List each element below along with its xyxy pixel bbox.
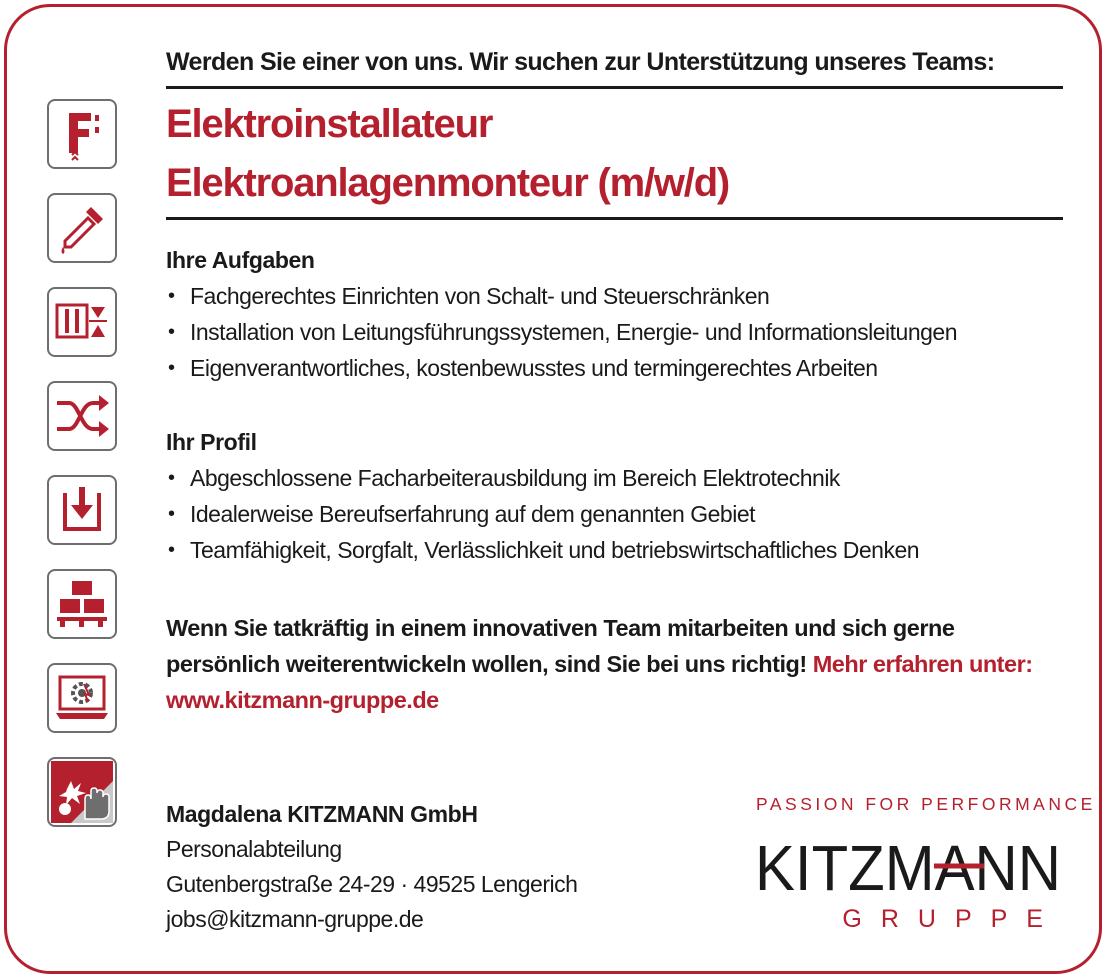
pallet-boxes-icon xyxy=(47,569,117,639)
email-link[interactable]: jobs@kitzmann-gruppe.de xyxy=(166,906,424,932)
list-item: • Idealerweise Bereufserfahrung auf dem genannten Gebiet xyxy=(166,496,1063,532)
logo-tagline: PASSION FOR PERFORMANCE xyxy=(756,794,1096,814)
list-item: • Abgeschlossene Facharbeiterausbildung im Bereich Elektrotechnik xyxy=(166,460,1063,496)
address: Gutenbergstraße 24-29 · 49525 Lengerich xyxy=(166,871,578,897)
bottom-divider xyxy=(166,217,1063,220)
profile-heading: Ihr Profil xyxy=(166,429,257,455)
contact-block xyxy=(166,796,577,937)
list-item: • Fachgerechtes Einrichten von Schalt- und Steuerschränken xyxy=(166,278,1063,314)
logo-group-text: GRUPPE xyxy=(842,905,1062,933)
tasks-list xyxy=(166,278,1063,386)
separation-wall-icon xyxy=(47,287,117,357)
profile-list xyxy=(166,460,1063,568)
list-item: • Eigenverantwortliches, kostenbewusstes und termingerechtes Arbeiten xyxy=(166,350,1063,386)
list-item: • Installation von Leitungsführungssystemen, Energie- und Informationsleitungen xyxy=(166,314,1063,350)
cta-text: Wenn Sie tatkräftig in einem innovativen Team mitarbeiten und sich gerne persönlich weiterentwickeln wollen, sind Sie bei uns richtig! xyxy=(166,615,955,677)
intro-text: Werden Sie einer von uns. Wir suchen zur Unterstützung unseres Teams: xyxy=(166,48,995,76)
department: Personalabteilung xyxy=(166,836,342,862)
pipette-icon xyxy=(47,193,117,263)
job-titles xyxy=(166,89,1063,217)
logo-brand-text: KITZMANN xyxy=(755,832,1061,898)
website-link[interactable]: Mehr erfahren unter: www.kitzmann-gruppe.de xyxy=(166,651,1033,713)
icon-column xyxy=(47,99,119,851)
job-title-primary: Elektroinstallateur xyxy=(166,102,493,146)
list-item: • Teamfähigkeit, Sorgfalt, Verlässlichkeit und betriebswirtschaftliches Denken xyxy=(166,532,1063,568)
company-name: Magdalena KITZMANN GmbH xyxy=(166,801,478,827)
download-tray-icon xyxy=(47,475,117,545)
kitzmann-logo xyxy=(752,792,1096,942)
tasks-heading: Ihre Aufgaben xyxy=(166,247,315,273)
main-content xyxy=(166,48,1063,718)
call-to-action xyxy=(166,610,1063,718)
job-title-secondary: Elektroanlagenmonteur (m/w/d) xyxy=(166,161,730,205)
logo-wordmark xyxy=(752,820,1064,898)
crossing-arrows-icon xyxy=(47,381,117,451)
fire-protection-icon xyxy=(47,99,117,169)
computer-gear-icon xyxy=(47,663,117,733)
explosion-hand-icon xyxy=(47,757,117,827)
